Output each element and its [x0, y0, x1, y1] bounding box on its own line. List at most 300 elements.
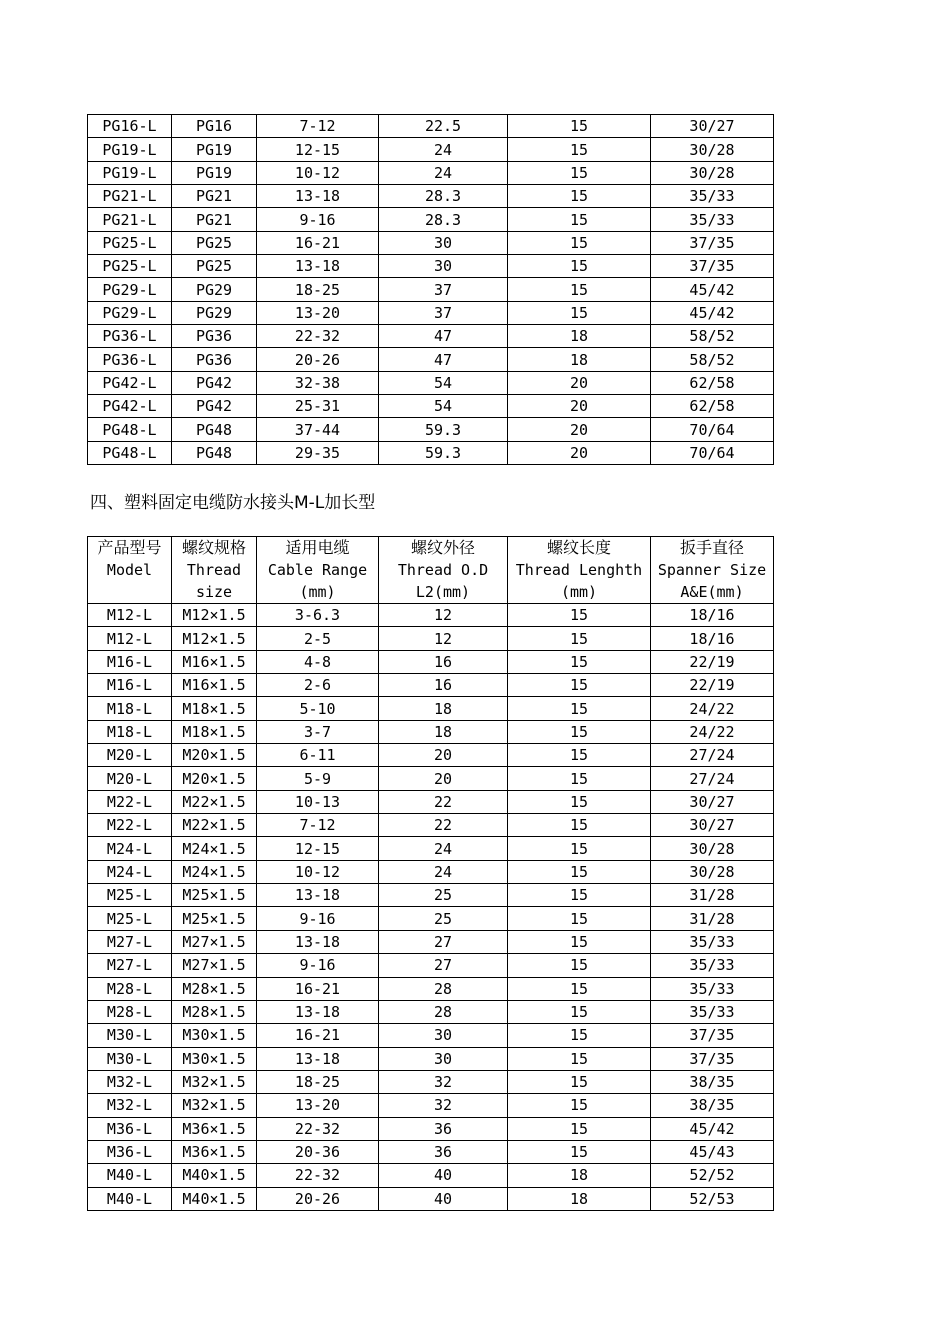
table-cell: 36	[379, 1140, 508, 1163]
table-cell: M16-L	[88, 674, 172, 697]
table-cell: 15	[508, 837, 651, 860]
column-header	[257, 537, 379, 604]
table-cell: 15	[508, 744, 651, 767]
table-cell: M24×1.5	[172, 837, 257, 860]
table-cell: M24-L	[88, 837, 172, 860]
table-cell: 54	[379, 371, 508, 394]
table-cell: 15	[508, 1117, 651, 1140]
column-header	[651, 537, 774, 604]
table-cell: 35/33	[651, 208, 774, 231]
table-cell: 15	[508, 231, 651, 254]
table-cell: M40-L	[88, 1187, 172, 1210]
table-cell: 15	[508, 1024, 651, 1047]
table-cell: 15	[508, 860, 651, 883]
column-header	[379, 537, 508, 604]
header-en2: (mm)	[299, 583, 336, 601]
table-cell: M30×1.5	[172, 1024, 257, 1047]
table-cell: 5-10	[257, 697, 379, 720]
table-cell: 20-26	[257, 348, 379, 371]
table-cell: 35/33	[651, 930, 774, 953]
table-cell: 37	[379, 278, 508, 301]
table-cell: 20	[508, 395, 651, 418]
table-cell: 18/16	[651, 627, 774, 650]
table-cell: 20	[508, 418, 651, 441]
header-en1: Model	[106, 561, 153, 579]
table-cell: 12	[379, 604, 508, 627]
table-cell: 37/35	[651, 255, 774, 278]
table-cell: 12-15	[257, 837, 379, 860]
table-cell: 15	[508, 954, 651, 977]
table-row	[88, 954, 774, 977]
header-en2: A&E(mm)	[680, 583, 744, 601]
table-cell: M24-L	[88, 860, 172, 883]
header-en1: Thread O.D	[397, 561, 489, 579]
table-cell: M27-L	[88, 954, 172, 977]
table-cell: 30/28	[651, 860, 774, 883]
table-cell: 35/33	[651, 1000, 774, 1023]
table-cell: 15	[508, 301, 651, 324]
table-row	[88, 720, 774, 743]
table-cell: 45/42	[651, 278, 774, 301]
table-cell: PG21	[172, 185, 257, 208]
table-cell: M18-L	[88, 720, 172, 743]
table-cell: M24×1.5	[172, 860, 257, 883]
table-row	[88, 744, 774, 767]
table-cell: PG19	[172, 161, 257, 184]
table-row	[88, 1024, 774, 1047]
table-cell: 35/33	[651, 977, 774, 1000]
table-cell: PG29-L	[88, 301, 172, 324]
table-row	[88, 418, 774, 441]
table-cell: 18-25	[257, 278, 379, 301]
m-l-spec-table	[87, 536, 774, 1211]
table-cell: M25×1.5	[172, 884, 257, 907]
table-cell: 38/35	[651, 1094, 774, 1117]
table-row	[88, 325, 774, 348]
table-row	[88, 837, 774, 860]
table-cell: 30/28	[651, 138, 774, 161]
table-cell: M40×1.5	[172, 1164, 257, 1187]
table-cell: M18×1.5	[172, 697, 257, 720]
table-row	[88, 860, 774, 883]
table-cell: M27×1.5	[172, 930, 257, 953]
header-en1: Spanner Size	[657, 561, 767, 579]
table-row	[88, 697, 774, 720]
table-cell: M12×1.5	[172, 627, 257, 650]
table-cell: 37/35	[651, 1024, 774, 1047]
table-cell: 58/52	[651, 325, 774, 348]
column-header	[88, 537, 172, 604]
table-cell: M16×1.5	[172, 650, 257, 673]
table-cell: 15	[508, 185, 651, 208]
table-cell: 36	[379, 1117, 508, 1140]
table-cell: 15	[508, 1140, 651, 1163]
table-cell: 16-21	[257, 1024, 379, 1047]
table-cell: PG19-L	[88, 161, 172, 184]
table-cell: M20-L	[88, 767, 172, 790]
table-cell: 2-6	[257, 674, 379, 697]
table-row	[88, 115, 774, 138]
table-cell: 22-32	[257, 325, 379, 348]
table-cell: 27/24	[651, 744, 774, 767]
table-cell: 15	[508, 977, 651, 1000]
table-cell: M36-L	[88, 1117, 172, 1140]
table-cell: 38/35	[651, 1070, 774, 1093]
table-cell: 25	[379, 907, 508, 930]
table-cell: 20	[508, 441, 651, 464]
table-cell: M36-L	[88, 1140, 172, 1163]
table-cell: 15	[508, 161, 651, 184]
table-cell: 15	[508, 650, 651, 673]
table-cell: 54	[379, 395, 508, 418]
table-cell: 25-31	[257, 395, 379, 418]
table-cell: M40×1.5	[172, 1187, 257, 1210]
table-cell: 3-6.3	[257, 604, 379, 627]
table-cell: 16-21	[257, 977, 379, 1000]
table-cell: 16-21	[257, 231, 379, 254]
table-row	[88, 185, 774, 208]
table-row	[88, 255, 774, 278]
table-cell: 13-18	[257, 185, 379, 208]
table-cell: 24/22	[651, 697, 774, 720]
table-cell: 24	[379, 837, 508, 860]
table-row	[88, 371, 774, 394]
table-cell: PG48	[172, 418, 257, 441]
table-cell: PG21	[172, 208, 257, 231]
table-cell: 22.5	[379, 115, 508, 138]
table-cell: 37-44	[257, 418, 379, 441]
table-cell: 10-13	[257, 790, 379, 813]
table-row	[88, 884, 774, 907]
table-cell: 12-15	[257, 138, 379, 161]
table-cell: PG29	[172, 301, 257, 324]
table-cell: M22-L	[88, 814, 172, 837]
table-cell: 59.3	[379, 418, 508, 441]
table-cell: 15	[508, 1000, 651, 1023]
table-cell: 10-12	[257, 161, 379, 184]
table-cell: 10-12	[257, 860, 379, 883]
table-cell: 30/27	[651, 814, 774, 837]
table-cell: 35/33	[651, 954, 774, 977]
table-cell: M28-L	[88, 1000, 172, 1023]
table-cell: 40	[379, 1187, 508, 1210]
table-row	[88, 907, 774, 930]
table-cell: M27-L	[88, 930, 172, 953]
table-cell: 5-9	[257, 767, 379, 790]
table-cell: 20	[379, 767, 508, 790]
table-cell: 30/28	[651, 837, 774, 860]
table-row	[88, 1187, 774, 1210]
table-cell: 13-20	[257, 1094, 379, 1117]
table-cell: 24	[379, 138, 508, 161]
table-cell: 22/19	[651, 650, 774, 673]
table-cell: 30	[379, 255, 508, 278]
table-cell: PG48-L	[88, 441, 172, 464]
table-cell: 12	[379, 627, 508, 650]
table-cell: 9-16	[257, 208, 379, 231]
table-cell: 15	[508, 790, 651, 813]
table-cell: M16-L	[88, 650, 172, 673]
table-cell: 15	[508, 278, 651, 301]
table-cell: 25	[379, 884, 508, 907]
table-cell: M27×1.5	[172, 954, 257, 977]
table-row	[88, 138, 774, 161]
header-zh: 螺纹外径	[410, 538, 475, 557]
table-cell: 15	[508, 884, 651, 907]
table-cell: 30	[379, 1024, 508, 1047]
table-cell: M36×1.5	[172, 1117, 257, 1140]
table-cell: PG42	[172, 395, 257, 418]
table-cell: 59.3	[379, 441, 508, 464]
table-cell: PG16	[172, 115, 257, 138]
header-en2: L2(mm)	[415, 583, 471, 601]
table-cell: 15	[508, 115, 651, 138]
table-row	[88, 790, 774, 813]
table-cell: PG16-L	[88, 115, 172, 138]
table-cell: 24	[379, 860, 508, 883]
table-cell: 30/27	[651, 790, 774, 813]
table-cell: 15	[508, 674, 651, 697]
table-cell: 18	[379, 697, 508, 720]
table-cell: 47	[379, 325, 508, 348]
table-row	[88, 1070, 774, 1093]
table-cell: 6-11	[257, 744, 379, 767]
table-cell: 7-12	[257, 115, 379, 138]
table-cell: PG25	[172, 231, 257, 254]
table-cell: M18×1.5	[172, 720, 257, 743]
table-cell: M32×1.5	[172, 1094, 257, 1117]
table-cell: M25-L	[88, 884, 172, 907]
table-cell: 15	[508, 930, 651, 953]
table-cell: 31/28	[651, 907, 774, 930]
table-cell: 13-18	[257, 255, 379, 278]
header-en1: Thread Lenghth	[515, 561, 643, 579]
table-cell: M30×1.5	[172, 1047, 257, 1070]
table-cell: PG42-L	[88, 371, 172, 394]
table-cell: M40-L	[88, 1164, 172, 1187]
table-cell: M25-L	[88, 907, 172, 930]
table-row	[88, 231, 774, 254]
table-cell: M36×1.5	[172, 1140, 257, 1163]
table-cell: 30	[379, 1047, 508, 1070]
table-cell: PG29-L	[88, 278, 172, 301]
table-cell: PG21-L	[88, 208, 172, 231]
table-cell: M16×1.5	[172, 674, 257, 697]
table-row	[88, 674, 774, 697]
table-cell: 37/35	[651, 1047, 774, 1070]
table-cell: 15	[508, 208, 651, 231]
table-cell: 58/52	[651, 348, 774, 371]
table-cell: 35/33	[651, 185, 774, 208]
table-cell: 15	[508, 720, 651, 743]
table-row	[88, 1047, 774, 1070]
header-en2: (mm)	[560, 583, 598, 601]
table-cell: 28	[379, 977, 508, 1000]
table-cell: 62/58	[651, 395, 774, 418]
table-cell: M12-L	[88, 627, 172, 650]
table-cell: 32	[379, 1094, 508, 1117]
table-cell: 15	[508, 1094, 651, 1117]
table-cell: 2-5	[257, 627, 379, 650]
table-cell: PG25-L	[88, 255, 172, 278]
table-cell: M32-L	[88, 1070, 172, 1093]
table-cell: 18	[508, 1164, 651, 1187]
table-cell: 28.3	[379, 208, 508, 231]
table-row	[88, 1164, 774, 1187]
table-cell: PG25-L	[88, 231, 172, 254]
table-row	[88, 930, 774, 953]
table-cell: 20-36	[257, 1140, 379, 1163]
header-en1: Cable Range	[267, 561, 368, 579]
table-cell: 32-38	[257, 371, 379, 394]
table-cell: 45/42	[651, 301, 774, 324]
table-cell: M30-L	[88, 1024, 172, 1047]
table-cell: PG42-L	[88, 395, 172, 418]
table-cell: 45/42	[651, 1117, 774, 1140]
table-cell: PG36-L	[88, 325, 172, 348]
table-cell: M22-L	[88, 790, 172, 813]
table-cell: 62/58	[651, 371, 774, 394]
table-cell: 16	[379, 650, 508, 673]
table-row	[88, 1000, 774, 1023]
table-row	[88, 1140, 774, 1163]
table-cell: 22-32	[257, 1164, 379, 1187]
table-cell: M30-L	[88, 1047, 172, 1070]
table-cell: 9-16	[257, 907, 379, 930]
table-cell: 18	[508, 1187, 651, 1210]
table-cell: PG48-L	[88, 418, 172, 441]
table-cell: PG36	[172, 348, 257, 371]
header-zh: 扳手直径	[679, 538, 744, 557]
header-zh: 螺纹长度	[546, 538, 611, 557]
table-row	[88, 767, 774, 790]
table-cell: PG42	[172, 371, 257, 394]
table-row	[88, 977, 774, 1000]
table-cell: 22	[379, 790, 508, 813]
table-row	[88, 1094, 774, 1117]
table-cell: 13-18	[257, 1047, 379, 1070]
table-cell: 30	[379, 231, 508, 254]
table-cell: 15	[508, 255, 651, 278]
table-cell: PG25	[172, 255, 257, 278]
table-cell: 70/64	[651, 418, 774, 441]
table-cell: 13-18	[257, 1000, 379, 1023]
table-cell: 30/28	[651, 161, 774, 184]
table-cell: PG21-L	[88, 185, 172, 208]
table-cell: 3-7	[257, 720, 379, 743]
table-row	[88, 208, 774, 231]
table-cell: PG29	[172, 278, 257, 301]
table-cell: M28-L	[88, 977, 172, 1000]
table-row	[88, 301, 774, 324]
table-cell: 20	[379, 744, 508, 767]
table-cell: 40	[379, 1164, 508, 1187]
table-cell: 24/22	[651, 720, 774, 743]
section-title: 四、塑料固定电缆防水接头M-L加长型	[90, 493, 376, 513]
column-header	[508, 537, 651, 604]
table-cell: M28×1.5	[172, 1000, 257, 1023]
table-cell: 52/53	[651, 1187, 774, 1210]
table-cell: 32	[379, 1070, 508, 1093]
header-zh: 适用电缆	[285, 538, 350, 557]
table-row	[88, 395, 774, 418]
table-cell: 13-20	[257, 301, 379, 324]
table-cell: 24	[379, 161, 508, 184]
header-en1: Thread	[186, 561, 242, 579]
table-cell: 18-25	[257, 1070, 379, 1093]
table-cell: 15	[508, 814, 651, 837]
table-row	[88, 814, 774, 837]
table-cell: M20×1.5	[172, 767, 257, 790]
table-cell: 7-12	[257, 814, 379, 837]
m-l-table-body	[88, 604, 774, 1211]
table-cell: 28	[379, 1000, 508, 1023]
table-cell: M32×1.5	[172, 1070, 257, 1093]
table-cell: 28.3	[379, 185, 508, 208]
table-cell: 27	[379, 954, 508, 977]
table-cell: 18	[508, 348, 651, 371]
table-row	[88, 604, 774, 627]
table-cell: M25×1.5	[172, 907, 257, 930]
table-cell: M28×1.5	[172, 977, 257, 1000]
table-cell: 15	[508, 767, 651, 790]
table-cell: 22/19	[651, 674, 774, 697]
table-cell: M18-L	[88, 697, 172, 720]
table-header-row	[88, 537, 774, 604]
table-cell: 30/27	[651, 115, 774, 138]
table-cell: M32-L	[88, 1094, 172, 1117]
header-en2	[88, 581, 171, 603]
table-cell: PG48	[172, 441, 257, 464]
table-cell: PG36-L	[88, 348, 172, 371]
table-cell: 13-18	[257, 884, 379, 907]
table-cell: M20-L	[88, 744, 172, 767]
table-cell: PG36	[172, 325, 257, 348]
table-cell: 22-32	[257, 1117, 379, 1140]
table-row	[88, 650, 774, 673]
table-cell: 70/64	[651, 441, 774, 464]
table-cell: 15	[508, 1070, 651, 1093]
table-cell: 18/16	[651, 604, 774, 627]
table-row	[88, 627, 774, 650]
table-cell: 18	[508, 325, 651, 348]
table-row	[88, 441, 774, 464]
table-cell: 13-18	[257, 930, 379, 953]
table-row	[88, 161, 774, 184]
table-cell: 18	[379, 720, 508, 743]
table-cell: 31/28	[651, 884, 774, 907]
table-cell: 9-16	[257, 954, 379, 977]
table-cell: 37/35	[651, 231, 774, 254]
pg-l-table-body	[88, 115, 774, 465]
table-row	[88, 1117, 774, 1140]
table-cell: 16	[379, 674, 508, 697]
table-cell: M22×1.5	[172, 790, 257, 813]
table-cell: 29-35	[257, 441, 379, 464]
table-cell: 22	[379, 814, 508, 837]
header-zh: 螺纹规格	[181, 538, 246, 557]
pg-l-spec-table	[87, 114, 774, 465]
column-header	[172, 537, 257, 604]
table-cell: 20	[508, 371, 651, 394]
table-cell: M22×1.5	[172, 814, 257, 837]
table-cell: 4-8	[257, 650, 379, 673]
table-cell: 52/52	[651, 1164, 774, 1187]
header-en2: size	[195, 583, 233, 601]
table-cell: 45/43	[651, 1140, 774, 1163]
table-row	[88, 278, 774, 301]
table-cell: M20×1.5	[172, 744, 257, 767]
